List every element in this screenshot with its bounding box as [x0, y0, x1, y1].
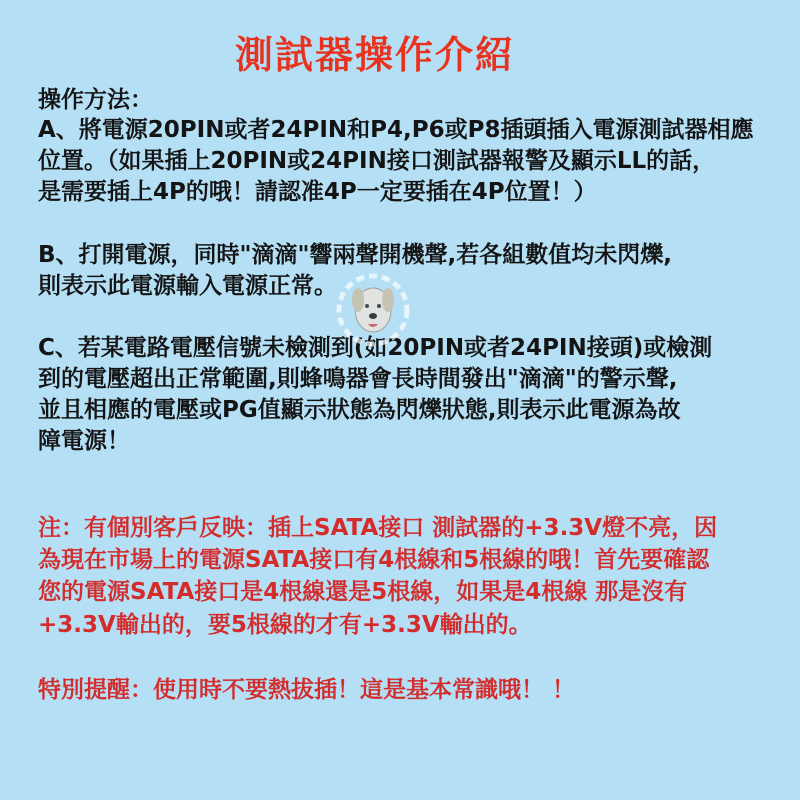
section-c-line: 並且相應的電壓或PG值顯示狀態為閃爍狀態,則表示此電源為故: [38, 397, 681, 423]
note-line: 為現在市場上的電源SATA接口有4根線和5根線的哦！首先要確認: [38, 547, 710, 573]
dog-watermark-logo: [318, 268, 428, 358]
section-c-line: C、若某電路電壓信號未檢測到(如20PIN或者24PIN接頭)或檢測: [38, 335, 713, 361]
note-line: +3.3V輸出的，要5根線的才有+3.3V輸出的。: [38, 612, 532, 638]
section-a-line: 位置。（如果插上20PIN或24PIN接口測試器報警及顯示LL的話，: [38, 148, 716, 174]
section-b-line: B、打開電源，同時"滴滴"響兩聲開機聲,若各組數值均未閃爍,: [38, 242, 672, 268]
section-a-line: A、將電源20PIN或者24PIN和P4,P6或P8插頭插入電源測試器相應: [38, 117, 754, 143]
reminder-text: 特別提醒：使用時不要熱拔插！這是基本常識哦！ ！: [38, 677, 576, 703]
section-c-line: 到的電壓超出正常範圍,則蜂鳴器會長時間發出"滴滴"的警示聲,: [38, 366, 678, 392]
method-heading: 操作方法：: [38, 87, 153, 113]
section-b-line: 則表示此電源輸入電源正常。: [38, 273, 337, 299]
section-c-line: 障電源！: [38, 428, 130, 454]
page-title: 測試器操作介紹: [234, 33, 515, 77]
section-a-line: 是需要插上4P的哦！請認准4P一定要插在4P位置！）: [38, 179, 597, 205]
note-line: 注：有個別客戶反映：插上SATA接口 測試器的+3.3V燈不亮，因: [38, 515, 718, 541]
note-line: 您的電源SATA接口是4根線還是5根線，如果是4根線 那是沒有: [38, 579, 688, 605]
